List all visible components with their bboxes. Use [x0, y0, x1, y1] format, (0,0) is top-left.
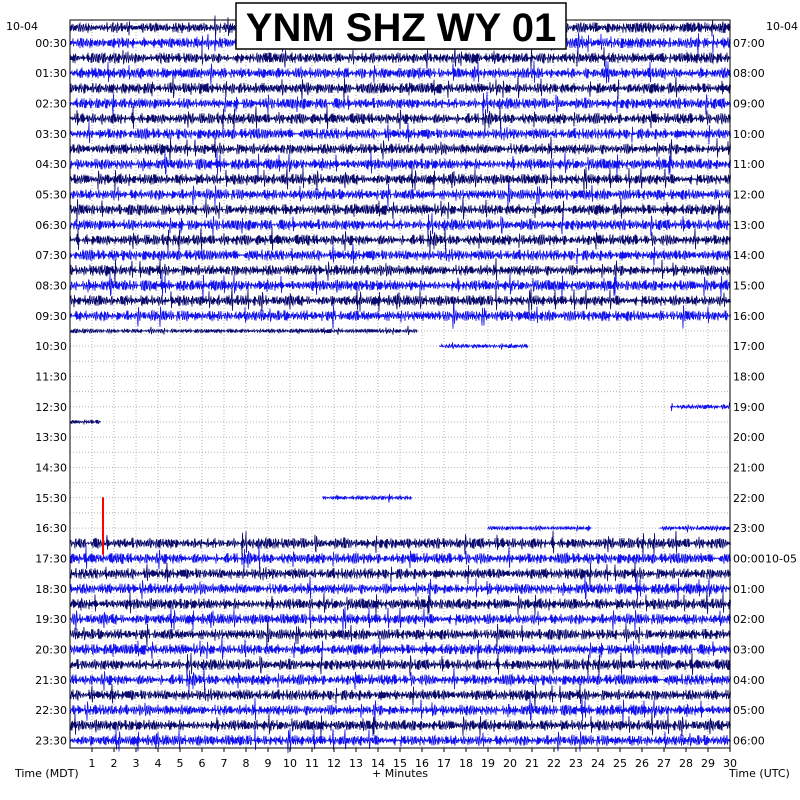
x-tick-label: 21 — [525, 757, 539, 770]
x-tick-label: 20 — [503, 757, 517, 770]
right-time-label: 17:00 — [733, 340, 765, 354]
right-time-label: 05:00 — [733, 704, 765, 718]
right-time-label: 23:00 — [733, 522, 765, 536]
x-tick-label: 9 — [264, 757, 272, 770]
x-tick-label: 16 — [415, 757, 429, 770]
x-tick-label: 17 — [437, 757, 451, 770]
left-time-label: 12:30 — [35, 400, 67, 414]
x-tick-label: 12 — [327, 757, 341, 770]
right-time-label: 21:00 — [733, 461, 765, 475]
right-time-label: 10:00 — [733, 127, 765, 141]
right-time-label: 12:00 — [733, 188, 765, 202]
right-time-label: 18:00 — [733, 370, 765, 384]
left-time-label: 09:30 — [35, 309, 67, 323]
x-tick-label: 26 — [635, 757, 649, 770]
right-time-label: 07:00 — [733, 36, 765, 50]
right-time-label: 04:00 — [733, 673, 765, 687]
left-time-label: 23:30 — [35, 734, 67, 748]
left-time-label: 22:30 — [35, 704, 67, 718]
left-time-label: 07:30 — [35, 249, 67, 263]
left-time-label: 01:30 — [35, 67, 67, 81]
left-time-label: 04:30 — [35, 158, 67, 172]
x-axis-label: + Minutes — [371, 767, 429, 780]
left-time-label: 05:30 — [35, 188, 67, 202]
left-time-label: 21:30 — [35, 673, 67, 687]
left-time-label: 14:30 — [35, 461, 67, 475]
right-time-label: 06:00 — [733, 734, 765, 748]
left-time-label: 16:30 — [35, 522, 67, 536]
left-time-label: 20:30 — [35, 643, 67, 657]
left-time-label: 18:30 — [35, 582, 67, 596]
right-date-change-label: 10-05 — [765, 552, 797, 566]
right-time-label: 00:00 — [733, 552, 765, 566]
x-tick-label: 7 — [220, 757, 228, 770]
right-time-label: 14:00 — [733, 249, 765, 263]
left-time-label: 13:30 — [35, 431, 67, 445]
chart-title: YNM SHZ WY 01 — [245, 6, 557, 50]
right-time-label: 08:00 — [733, 67, 765, 81]
left-time-label: 19:30 — [35, 613, 67, 627]
left-time-label: 08:30 — [35, 279, 67, 293]
x-tick-label: 22 — [547, 757, 561, 770]
right-time-label: 01:00 — [733, 582, 765, 596]
x-tick-label: 10 — [283, 757, 297, 770]
left-time-label: 06:30 — [35, 218, 67, 232]
left-time-label: 00:30 — [35, 36, 67, 50]
left-time-label: 03:30 — [35, 127, 67, 141]
right-time-label: 13:00 — [733, 218, 765, 232]
x-tick-label: 8 — [242, 757, 250, 770]
x-tick-label: 27 — [657, 757, 671, 770]
right-time-label: 20:00 — [733, 431, 765, 445]
x-tick-label: 18 — [459, 757, 473, 770]
x-tick-label: 2 — [110, 757, 118, 770]
x-tick-label: 3 — [132, 757, 140, 770]
left-axis-label: Time (MDT) — [15, 767, 79, 780]
right-time-label: 09:00 — [733, 97, 765, 111]
right-time-label: 16:00 — [733, 309, 765, 323]
x-tick-label: 25 — [613, 757, 627, 770]
x-tick-label: 29 — [701, 757, 715, 770]
left-time-label: 15:30 — [35, 491, 67, 505]
left-date-label: 10-04 — [6, 20, 38, 33]
x-tick-label: 1 — [88, 757, 96, 770]
x-tick-label: 15 — [393, 757, 407, 770]
left-time-label: 11:30 — [35, 370, 67, 384]
left-time-label: 10:30 — [35, 340, 67, 354]
right-time-label: 22:00 — [733, 491, 765, 505]
x-tick-label: 23 — [569, 757, 583, 770]
x-tick-label: 4 — [154, 757, 162, 770]
x-tick-label: 24 — [591, 757, 605, 770]
x-tick-label: 11 — [305, 757, 319, 770]
x-tick-label: 19 — [481, 757, 495, 770]
right-axis-label: Time (UTC) — [729, 767, 790, 780]
right-time-label: 02:00 — [733, 613, 765, 627]
x-tick-label: 13 — [349, 757, 363, 770]
right-time-label: 19:00 — [733, 400, 765, 414]
left-time-label: 02:30 — [35, 97, 67, 111]
right-time-label: 03:00 — [733, 643, 765, 657]
left-time-label: 17:30 — [35, 552, 67, 566]
x-tick-label: 6 — [198, 757, 206, 770]
x-tick-label: 5 — [176, 757, 184, 770]
right-date-label: 10-04 — [766, 20, 798, 33]
x-tick-label: 30 — [723, 757, 737, 770]
right-time-label: 11:00 — [733, 158, 765, 172]
x-tick-label: 28 — [679, 757, 693, 770]
right-time-label: 15:00 — [733, 279, 765, 293]
x-tick-label: 14 — [371, 757, 385, 770]
